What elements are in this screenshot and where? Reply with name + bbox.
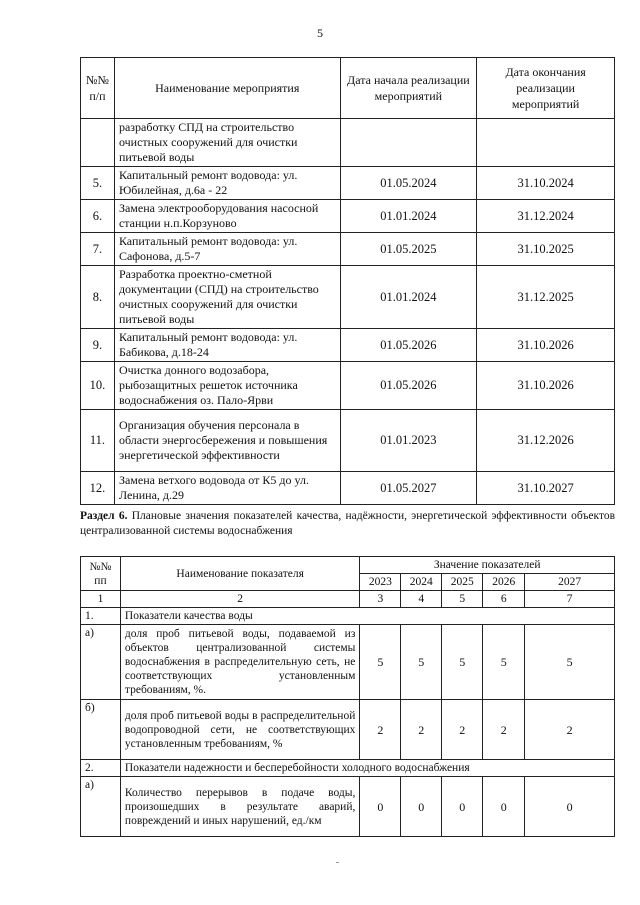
row-end-date: 31.10.2024 [477, 167, 615, 200]
row-value: 5 [442, 625, 483, 700]
group-row [81, 608, 615, 625]
col-number: 7 [525, 591, 615, 608]
table-row [81, 777, 615, 837]
row-num: 8. [81, 266, 115, 329]
row-value: 0 [525, 777, 615, 837]
header-start-date: Дата начала реализации мероприятий [340, 58, 477, 119]
header-indicator-name: Наименование показателя [120, 557, 359, 591]
indicators-header-row [81, 557, 615, 574]
row-measure-name: Капитальный ремонт водовода: ул. Сафонова, д.5-7 [114, 233, 340, 266]
row-value: 0 [401, 777, 442, 837]
year-2026: 2026 [483, 574, 525, 591]
row-num: 10. [81, 362, 115, 410]
row-start-date: 01.05.2026 [340, 362, 477, 410]
table-row [81, 266, 615, 329]
section-6-title [80, 509, 615, 539]
row-start-date: 01.01.2024 [340, 200, 477, 233]
section-6-text: Плановые значения показателей качества, надёжности, энергетической эффективности объектов централизованной системы водоснабжения [80, 510, 615, 537]
table-row [81, 625, 615, 700]
row-end-date: 31.12.2026 [477, 410, 615, 472]
row-num: а) [81, 625, 121, 700]
year-2027: 2027 [525, 574, 615, 591]
row-num: 11. [81, 410, 115, 472]
page-number: 5 [317, 26, 323, 40]
row-num: 12. [81, 472, 115, 505]
row-num: 7. [81, 233, 115, 266]
row-measure-name: Разработка проектно-сметной документации (СПД) на строительство очистных сооружений для очистки питьевой воды [114, 266, 340, 329]
header-num: №№ пп [81, 557, 121, 591]
row-value: 0 [442, 777, 483, 837]
row-measure-name: Капитальный ремонт водовода: ул. Юбилейная, д.6а - 22 [114, 167, 340, 200]
row-measure-name: Очистка донного водозабора, рыбозащитных решеток источника водоснабжения оз. Пало-Ярви [114, 362, 340, 410]
table-row [81, 472, 615, 505]
row-indicator-name: Количество перерывов в подаче воды, произошедших в результате аварий, повреждений и иных нарушений, ед./км [120, 777, 359, 837]
table-row [81, 362, 615, 410]
row-value: 2 [525, 700, 615, 760]
measures-table-header [81, 58, 615, 119]
row-end-date: 31.10.2026 [477, 362, 615, 410]
scan-mark [336, 862, 339, 863]
row-value: 0 [360, 777, 401, 837]
table-row [81, 167, 615, 200]
row-num [81, 119, 115, 167]
header-num: №№ п/п [81, 58, 115, 119]
table-row [81, 329, 615, 362]
header-values: Значение показателей [360, 557, 615, 574]
row-num: а) [81, 777, 121, 837]
row-end-date: 31.12.2024 [477, 200, 615, 233]
row-start-date: 01.05.2025 [340, 233, 477, 266]
row-measure-name: Замена ветхого водовода от К5 до ул. Ленина, д.29 [114, 472, 340, 505]
table-row [81, 233, 615, 266]
measures-table [80, 57, 615, 505]
table-row [81, 200, 615, 233]
header-end-date: Дата окончания реализации мероприятий [477, 58, 615, 119]
year-2024: 2024 [401, 574, 442, 591]
col-number: 6 [483, 591, 525, 608]
col-number: 4 [401, 591, 442, 608]
row-start-date: 01.05.2024 [340, 167, 477, 200]
year-2025: 2025 [442, 574, 483, 591]
group-num: 1. [81, 608, 121, 625]
row-end-date: 31.10.2027 [477, 472, 615, 505]
row-start-date: 01.05.2027 [340, 472, 477, 505]
row-num: б) [81, 700, 121, 760]
indicators-table [80, 556, 615, 837]
row-value: 2 [401, 700, 442, 760]
table-row [81, 700, 615, 760]
row-value: 5 [401, 625, 442, 700]
row-measure-name: Капитальный ремонт водовода: ул. Бабикова, д.18-24 [114, 329, 340, 362]
col-number: 2 [120, 591, 359, 608]
row-value: 2 [360, 700, 401, 760]
row-measure-name: Замена электрооборудования насосной станции н.п.Корзуново [114, 200, 340, 233]
section-6-label: Раздел 6. [80, 510, 128, 522]
table-row [81, 119, 615, 167]
row-value: 2 [483, 700, 525, 760]
row-value: 5 [525, 625, 615, 700]
row-value: 5 [360, 625, 401, 700]
row-num: 5. [81, 167, 115, 200]
group-title: Показатели качества воды [120, 608, 614, 625]
row-indicator-name: доля проб питьевой воды в распределительной водопроводной сети, не соответствующих установленным требованиям, % [120, 700, 359, 760]
row-start-date [340, 119, 477, 167]
row-start-date: 01.05.2026 [340, 329, 477, 362]
row-start-date: 01.01.2023 [340, 410, 477, 472]
header-measure-name: Наименование мероприятия [114, 58, 340, 119]
row-end-date: 31.10.2025 [477, 233, 615, 266]
row-measure-name: Организация обучения персонала в области энергосбережения и повышения энергетической эффективности [114, 410, 340, 472]
row-measure-name: разработку СПД на строительство очистных сооружений для очистки питьевой воды [114, 119, 340, 167]
col-number: 3 [360, 591, 401, 608]
row-num: 6. [81, 200, 115, 233]
row-value: 2 [442, 700, 483, 760]
column-numbers-row [81, 591, 615, 608]
row-start-date: 01.01.2024 [340, 266, 477, 329]
group-title: Показатели надежности и бесперебойности холодного водоснабжения [120, 760, 614, 777]
row-end-date [477, 119, 615, 167]
table-row [81, 410, 615, 472]
col-number: 5 [442, 591, 483, 608]
year-2023: 2023 [360, 574, 401, 591]
row-indicator-name: доля проб питьевой воды, подаваемой из объектов централизованной системы водоснабжения в распределительную сеть, не соответствующих установленным требованиям, %. [120, 625, 359, 700]
row-num: 9. [81, 329, 115, 362]
row-value: 0 [483, 777, 525, 837]
row-end-date: 31.10.2026 [477, 329, 615, 362]
row-value: 5 [483, 625, 525, 700]
col-number: 1 [81, 591, 121, 608]
row-end-date: 31.12.2025 [477, 266, 615, 329]
group-row [81, 760, 615, 777]
group-num: 2. [81, 760, 121, 777]
